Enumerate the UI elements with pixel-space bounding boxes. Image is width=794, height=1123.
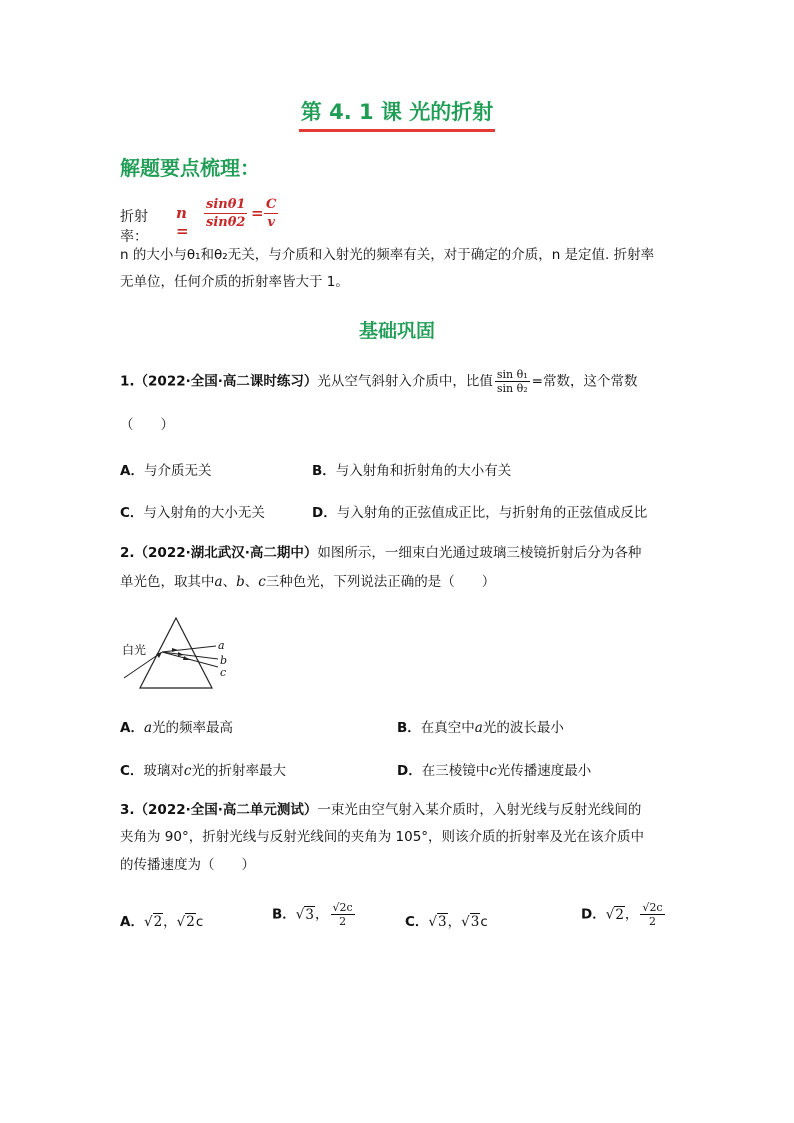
q3-stem-line-1 — [120, 797, 680, 824]
q2-stem-b2: 三种色光，下列说法正确的是（ ） — [265, 574, 496, 590]
q2-var-a: a — [214, 574, 223, 590]
q3-option-d-letter: D． — [581, 906, 606, 923]
q2-option-d-var: c — [489, 763, 497, 779]
q2-option-a-letter: A． — [120, 720, 144, 736]
q2-stem-a: 如图所示，一细束白光通过玻璃三棱镜折射后分为各种 — [317, 545, 642, 561]
q3-option-b-num: √2c — [332, 901, 353, 914]
formula-n: n = — [176, 204, 189, 240]
q3-option-a-rad2: 2 — [186, 914, 195, 930]
q1-option-d[interactable] — [312, 501, 647, 521]
q3-option-a-sqrt1: √2 — [143, 914, 163, 930]
q1-option-d-text: 与入射角的正弦值成正比，与折射角的正弦值成反比 — [336, 505, 648, 521]
q3-stem-line-3: 的传播速度为（ ） — [120, 857, 255, 873]
q2-option-b[interactable] — [397, 716, 564, 736]
q1-option-c-letter: C． — [120, 505, 144, 521]
q3-option-b-comma: ， — [315, 906, 329, 923]
q3-option-b-letter: B． — [272, 906, 296, 923]
q2-option-a[interactable] — [120, 716, 233, 736]
ray-b — [162, 652, 218, 659]
q1-option-b-letter: B． — [312, 463, 336, 479]
formula-numerator: sinθ1 — [206, 197, 246, 212]
q2-stem-b1: 单光色，取其中 — [120, 574, 215, 590]
q1-option-c[interactable] — [120, 501, 265, 521]
q3-option-d[interactable] — [581, 901, 667, 928]
q3-option-c-sqrt1: √3 — [428, 914, 447, 930]
formula-v: v — [267, 215, 275, 230]
q3-option-b-fraction — [331, 901, 355, 928]
q2-option-a-text: 光的频率最高 — [152, 720, 234, 736]
q3-option-d-num-text: 2c — [649, 901, 663, 914]
q2-option-b-pre: 在真空中 — [420, 720, 475, 736]
q3-stem-a: 一束光由空气射入某介质时，入射光线与反射光线间的 — [317, 802, 642, 818]
q3-option-c-sqrt2: √3 — [461, 914, 480, 930]
q3-option-a-tail: c — [195, 914, 204, 930]
q3-option-b[interactable] — [272, 901, 357, 928]
q2-option-c-var: c — [183, 763, 192, 779]
arrow-c — [183, 656, 190, 660]
label-white-light: 白光 — [122, 643, 147, 657]
q3-option-d-comma: ， — [624, 906, 639, 923]
q2-option-a-var: a — [143, 720, 153, 736]
q3-option-b-sqrt: √3 — [295, 906, 314, 923]
q1-option-a[interactable] — [120, 459, 211, 479]
q2-option-b-text: 光的波长最小 — [482, 720, 564, 736]
q2-option-c-letter: C． — [120, 763, 144, 779]
q3-stem-line-2: 夹角为 90°，折射光线与反射光线间的夹角为 105°，则该介质的折射率及光在该介质中 — [120, 829, 645, 845]
page-title: 第 4. 1 课 光的折射 — [299, 96, 495, 132]
q2-stem-line-2 — [120, 569, 680, 596]
q1-stem — [120, 368, 680, 396]
arrow-a — [172, 648, 178, 652]
note-line-2: 无单位，任何介质的折射率皆大于 1。 — [120, 274, 349, 290]
label-ray-b: b — [220, 654, 228, 667]
q3-option-b-den: 2 — [339, 915, 347, 928]
prism-figure — [118, 610, 248, 696]
q3-number: 3. — [120, 802, 135, 818]
q3-option-c-rad1: 3 — [438, 914, 447, 930]
q3-option-c-rad2: 3 — [470, 914, 480, 930]
q3-option-b-rad: 3 — [305, 906, 314, 923]
q1-option-a-letter: A． — [120, 463, 144, 479]
q2-option-b-var: a — [474, 720, 483, 736]
q1-option-b[interactable] — [312, 459, 511, 479]
q2-option-d-letter: D． — [397, 763, 422, 779]
arrow-b — [178, 652, 184, 656]
q3-option-d-den: 2 — [649, 915, 657, 928]
q1-stem-b: =常数，这个常数 — [531, 373, 638, 390]
ray-c — [162, 652, 218, 667]
q3-option-a-sqrt2: √2 — [176, 914, 195, 930]
q2-stem-line-1 — [120, 540, 680, 567]
q1-number: 1. — [120, 373, 135, 390]
q2-option-c-pre: 玻璃对 — [143, 763, 184, 779]
note-line-1: n 的大小与θ₁和θ₂无关，与介质和入射光的频率有关，对于确定的介质，n 是定值. 折射率 — [120, 247, 655, 263]
q2-number: 2. — [120, 545, 135, 561]
q1-option-c-text: 与入射角的大小无关 — [143, 505, 265, 521]
q2-option-d-pre: 在三棱镜中 — [421, 763, 490, 779]
q3-option-d-sqrt: √2 — [605, 906, 624, 923]
q2-var-c: c — [258, 574, 266, 590]
ray-a — [162, 646, 216, 652]
q3-option-a-letter: A． — [120, 914, 144, 930]
page-title-wrap — [0, 96, 794, 132]
q3-option-d-rad: 2 — [615, 906, 624, 923]
q1-option-d-letter: D． — [312, 505, 337, 521]
q3-option-c[interactable] — [405, 910, 488, 930]
prism-triangle — [140, 618, 212, 688]
label-ray-c: c — [220, 666, 227, 679]
q3-option-d-fraction — [640, 901, 664, 928]
q1-ratio-den: sin θ₂ — [496, 382, 528, 395]
q2-sep1: 、 — [222, 574, 237, 590]
formula-denominator: sinθ2 — [206, 215, 246, 230]
q2-var-b: b — [236, 574, 245, 590]
q3-option-a-rad1: 2 — [153, 914, 163, 930]
q1-ratio-num: sin θ₁ — [496, 368, 528, 381]
formula-sin-fraction — [204, 196, 247, 231]
label-ray-a: a — [218, 639, 225, 652]
q1-option-b-text: 与入射角和折射角的大小有关 — [335, 463, 512, 479]
q1-blank: （ ） — [120, 417, 174, 433]
q1-stem-a: 光从空气斜射入介质中，比值 — [317, 373, 493, 390]
section-heading: 解题要点梳理： — [120, 156, 260, 180]
q2-option-b-letter: B． — [397, 720, 421, 736]
formula-label: 折射率： — [120, 209, 148, 245]
q3-option-c-tail: c — [480, 914, 488, 930]
q3-option-b-num-text: 2c — [339, 901, 353, 914]
q2-sep2: 、 — [244, 574, 259, 590]
q2-source: （2022·湖北武汉·高二期中） — [134, 545, 318, 561]
q1-sin-ratio — [495, 368, 530, 395]
q2-option-c[interactable] — [120, 759, 286, 779]
incident-arrow — [156, 652, 162, 658]
q2-option-d[interactable] — [397, 759, 591, 779]
q2-option-c-text: 光的折射率最大 — [191, 763, 286, 779]
q1-source: （2022·全国·高二课时练习） — [134, 373, 318, 390]
q1-option-a-text: 与介质无关 — [143, 463, 212, 479]
q3-option-a[interactable] — [120, 910, 203, 930]
formula-c: C — [266, 197, 277, 212]
q3-option-c-letter: C． — [405, 914, 429, 930]
q3-option-a-comma: ， — [163, 914, 177, 930]
q2-option-d-text: 光传播速度最小 — [496, 763, 592, 779]
q3-source: （2022·全国·高二单元测试） — [134, 802, 318, 818]
formula-equals: = — [251, 204, 264, 222]
q3-option-d-num: √2c — [642, 901, 663, 914]
formula-cv-fraction — [264, 196, 278, 231]
q3-option-c-comma: ， — [447, 914, 462, 930]
basic-heading: 基础巩固 — [358, 320, 435, 342]
